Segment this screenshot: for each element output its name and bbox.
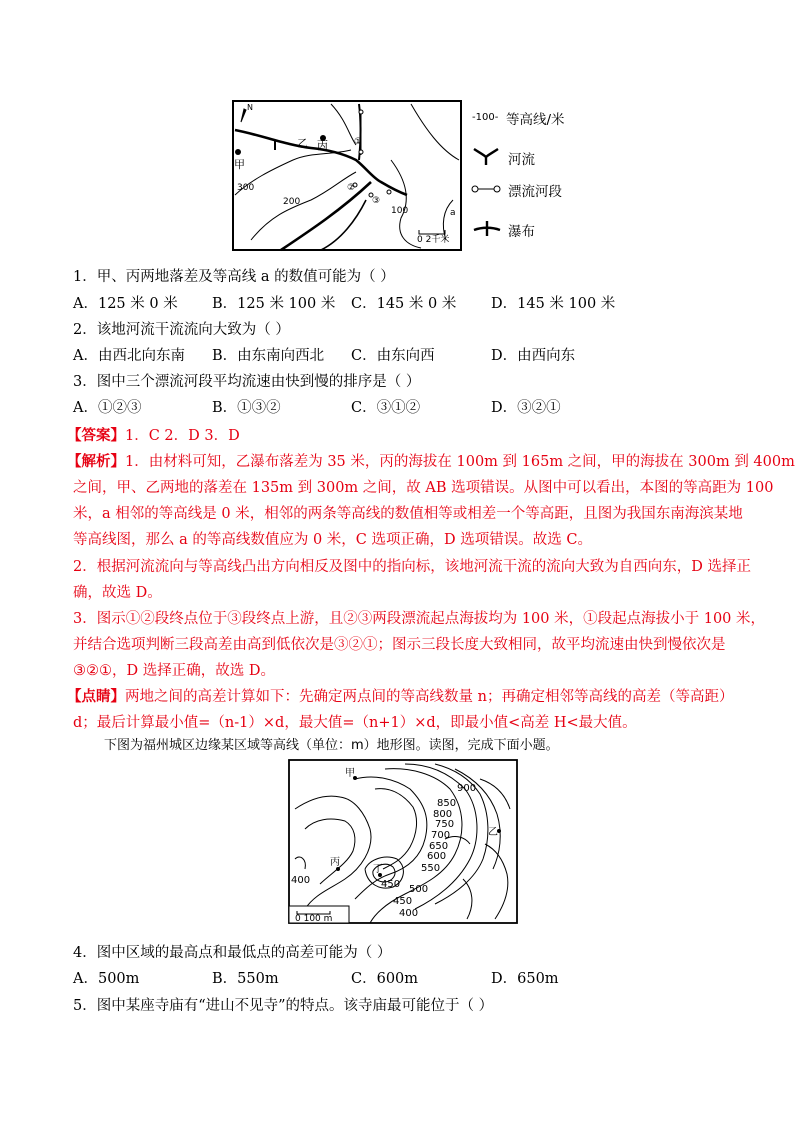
q4-option-b: B．550m bbox=[212, 971, 279, 987]
q4-option-a: A．500m bbox=[73, 971, 140, 987]
label-200: 200 bbox=[283, 197, 301, 207]
answer-line bbox=[67, 426, 240, 446]
tips-line-2: d；最后计算最小值=（n-1）×d，最大值=（n+1）×d，即最小值<高差 H<最大值。 bbox=[73, 715, 637, 731]
q2-option-b: B．由东南向西北 bbox=[212, 348, 325, 364]
label-jia: 甲 bbox=[345, 768, 355, 779]
legend-rafting: 漂流河段 bbox=[508, 184, 562, 200]
analysis-line-1 bbox=[67, 452, 795, 472]
contour-map-2 bbox=[285, 759, 521, 925]
analysis-line-8: 并结合选项判断三段高差由高到低依次是③②①；图示三段长度大致相同，故平均流速由快到慢依次是 bbox=[73, 637, 726, 653]
legend-waterfall: 瀑布 bbox=[508, 224, 535, 240]
q1-option-a: A．125 米 0 米 bbox=[73, 296, 178, 312]
analysis-line-5: 2．根据河流流向与等高线凸出方向相反及图中的指向标，该地河流干流的流向大致为自西向东，D 选择正 bbox=[73, 559, 751, 575]
scale-label: 0 2千米 bbox=[417, 235, 450, 245]
q2-option-c: C．由东向西 bbox=[351, 348, 435, 364]
question-2: 2．该地河流干流流向大致为（ ） bbox=[73, 322, 290, 338]
q4-option-c: C．600m bbox=[351, 971, 419, 987]
q3-option-d: D．③②① bbox=[491, 400, 561, 416]
label-550: 550 bbox=[421, 863, 441, 874]
q1-option-c: C．145 米 0 米 bbox=[351, 296, 457, 312]
q3-option-c: C．③①② bbox=[351, 400, 421, 416]
label-jia: 甲 bbox=[234, 158, 245, 171]
label-400-right: 400 bbox=[399, 908, 419, 919]
analysis-line-9: ③②①，D 选择正确，故选 D。 bbox=[73, 663, 275, 679]
rafting-point bbox=[359, 150, 363, 154]
label-700: 700 bbox=[431, 830, 451, 841]
analysis-line-4: 等高线图，那么 a 的等高线数值应为 0 米，C 选项正确，D 选项错误。故选 C。 bbox=[73, 532, 592, 548]
tips-line-1 bbox=[67, 687, 733, 707]
analysis-line-2: 之间，甲、乙两地的落差在 135m 到 300m 之间，故 AB 选项错误。从图中可以看出，本图的等高距为 100 bbox=[73, 480, 774, 496]
legend-river: 河流 bbox=[508, 152, 535, 168]
answer-text: 1．C 2．D 3．D bbox=[125, 428, 240, 444]
q1-option-b: B．125 米 100 米 bbox=[212, 296, 336, 312]
label-650: 650 bbox=[429, 841, 449, 852]
label-100: 100 bbox=[391, 206, 409, 216]
label-seg1: ① bbox=[354, 137, 363, 147]
label-800: 800 bbox=[433, 809, 453, 820]
scale-label: 0 100 m bbox=[295, 914, 333, 924]
q2-option-a: A．由西北向东南 bbox=[73, 348, 185, 364]
q3-option-b: B．①③② bbox=[212, 400, 281, 416]
legend-river-icon bbox=[472, 145, 502, 167]
legend-contour: 等高线/米 bbox=[506, 112, 565, 128]
answer-tag: 【答案】 bbox=[67, 427, 125, 444]
label-450-outer: 450 bbox=[393, 896, 413, 907]
label-a: a bbox=[450, 208, 456, 218]
label-seg2: ② bbox=[347, 183, 356, 193]
analysis-line-6: 确，故选 D。 bbox=[73, 585, 162, 601]
label-900: 900 bbox=[457, 783, 477, 794]
intro-map-2: 下图为福州城区边缘某区域等高线（单位：m）地形图。读图，完成下面小题。 bbox=[104, 738, 559, 753]
legend-waterfall-icon bbox=[472, 218, 502, 238]
analysis-tag: 【解析】 bbox=[67, 453, 125, 470]
label-yi: 乙 bbox=[297, 137, 308, 150]
label-400-left: 400 bbox=[291, 875, 311, 886]
q2-option-d: D．由西向东 bbox=[491, 348, 576, 364]
legend-contour-sample: -100- bbox=[472, 112, 499, 123]
label-600: 600 bbox=[427, 851, 447, 862]
q3-option-a: A．①②③ bbox=[73, 400, 142, 416]
tips-tag: 【点睛】 bbox=[67, 688, 125, 705]
label-750: 750 bbox=[435, 819, 455, 830]
label-850: 850 bbox=[437, 798, 457, 809]
tips-text-1: 两地之间的高差计算如下：先确定两点间的等高线数量 n；再确定相邻等高线的高差（等高距） bbox=[125, 689, 734, 705]
question-3: 3．图中三个漂流河段平均流速由快到慢的排序是（ ） bbox=[73, 374, 421, 390]
legend-rafting-icon bbox=[470, 183, 502, 195]
label-bing: 丙 bbox=[330, 857, 340, 868]
label-ding: 丁 bbox=[373, 864, 383, 875]
label-300: 300 bbox=[237, 183, 255, 193]
label-yi: 乙 bbox=[488, 827, 498, 838]
north-label: N bbox=[247, 103, 253, 112]
question-1: 1．甲、丙两地落差及等高线 a 的数值可能为（ ） bbox=[73, 269, 395, 285]
analysis-text-1: 1．由材料可知，乙瀑布落差为 35 米，丙的海拔在 100m 到 165m 之间，甲的海拔在 300m 到 400m bbox=[125, 454, 795, 470]
rafting-point bbox=[387, 190, 391, 194]
analysis-line-3: 米，a 相邻的等高线是 0 米，相邻的两条等高线的数值相等或相差一个等高距，且图为我国东南海滨某地 bbox=[73, 506, 743, 522]
question-5: 5．图中某座寺庙有“进山不见寺”的特点。该寺庙最可能位于（ ） bbox=[73, 998, 494, 1014]
label-500: 500 bbox=[409, 884, 429, 895]
rafting-point bbox=[359, 110, 363, 114]
q1-option-d: D．145 米 100 米 bbox=[491, 296, 616, 312]
map1-frame bbox=[233, 101, 461, 250]
label-seg3: ③ bbox=[372, 196, 381, 206]
contour-map-1 bbox=[231, 100, 463, 252]
q4-option-d: D．650m bbox=[491, 971, 559, 987]
question-4: 4．图中区域的最高点和最低点的高差可能为（ ） bbox=[73, 945, 392, 961]
analysis-line-7: 3．图示①②段终点位于③段终点上游，且②③两段漂流起点海拔均为 100 米，①段起点海拔小于 100 米， bbox=[73, 611, 766, 627]
point-jia bbox=[235, 149, 241, 155]
label-bing: 丙 bbox=[317, 139, 328, 152]
label-450-inner: 450 bbox=[381, 879, 401, 890]
